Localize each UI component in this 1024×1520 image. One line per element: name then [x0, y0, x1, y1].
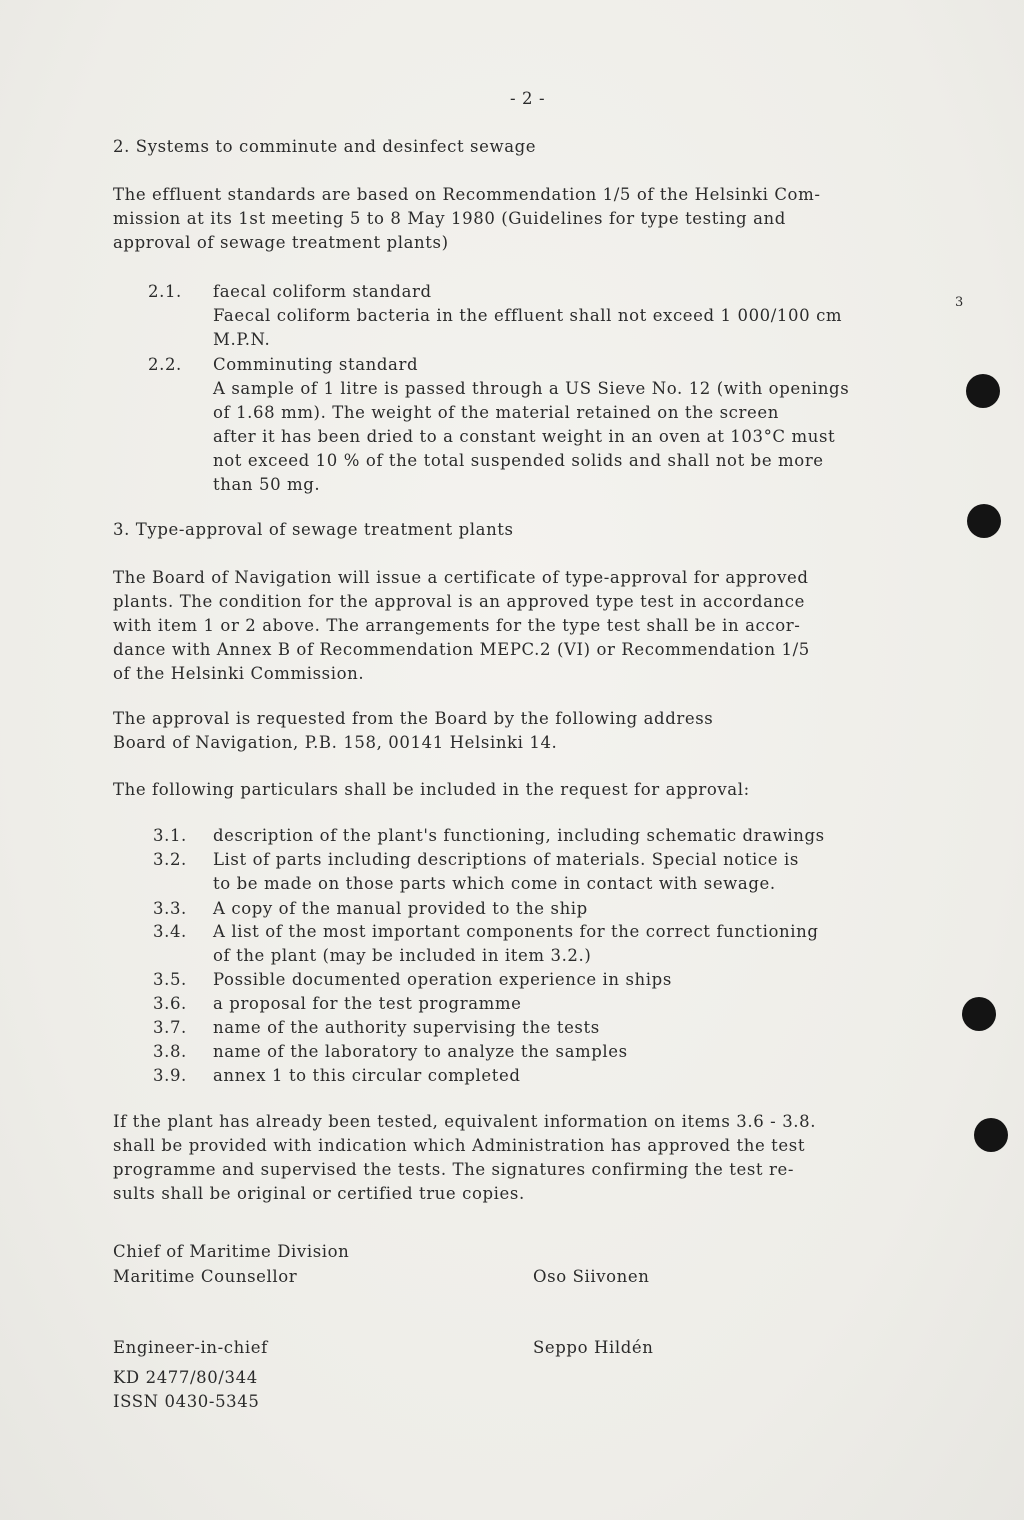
list-item: List of parts including descriptions of materials. Special notice is	[213, 850, 799, 869]
para-line: plants. The condition for the approval is an approved type test in accordance	[113, 592, 805, 611]
para-line: The Board of Navigation will issue a certificate of type-approval for approved	[113, 568, 809, 587]
punch-hole	[966, 374, 1000, 408]
list-item: of the plant (may be included in item 3.2.)	[213, 946, 592, 965]
list-item: annex 1 to this circular completed	[213, 1066, 521, 1085]
list-item: name of the laboratory to analyze the samples	[213, 1042, 628, 1061]
list-number: 3.3.	[153, 899, 187, 918]
item-number: 2.2.	[148, 355, 182, 374]
punch-hole	[962, 997, 996, 1031]
para-line: shall be provided with indication which Administration has approved the test	[113, 1136, 806, 1155]
punch-hole	[974, 1118, 1008, 1152]
item-text: A sample of 1 litre is passed through a US Sieve No. 12 (with openings	[213, 379, 850, 398]
list-item: A list of the most important components for the correct functioning	[213, 922, 819, 941]
list-number: 3.1.	[153, 826, 187, 845]
list-number: 3.6.	[153, 994, 187, 1013]
page-number: - 2 -	[510, 89, 546, 108]
list-number: 3.4.	[153, 922, 187, 941]
list-number: 3.2.	[153, 850, 187, 869]
intro-line: mission at its 1st meeting 5 to 8 May 1980 (Guidelines for type testing and	[113, 209, 786, 228]
para-line: with item 1 or 2 above. The arrangements for the type test shall be in accor-	[113, 616, 801, 635]
item-text: after it has been dried to a constant weight in an oven at 103°C must	[213, 427, 836, 446]
para-line: programme and supervised the tests. The signatures confirming the test re-	[113, 1160, 795, 1179]
list-number: 3.9.	[153, 1066, 187, 1085]
list-number: 3.8.	[153, 1042, 187, 1061]
punch-hole	[967, 504, 1001, 538]
signatory-title: Chief of Maritime Division	[113, 1242, 350, 1261]
item-number: 2.1.	[148, 282, 182, 301]
issn-number: ISSN 0430-5345	[113, 1392, 260, 1411]
para-line: The approval is requested from the Board by the following address	[113, 709, 714, 728]
item-text: than 50 mg.	[213, 475, 321, 494]
signatory-name: Oso Siivonen	[533, 1267, 650, 1286]
para-line: If the plant has already been tested, equivalent information on items 3.6 - 3.8.	[113, 1112, 817, 1131]
item-title: Comminuting standard	[213, 355, 419, 374]
list-item: a proposal for the test programme	[213, 994, 522, 1013]
para-line: dance with Annex B of Recommendation MEPC.2 (VI) or Recommendation 1/5	[113, 640, 810, 659]
item-text: not exceed 10 % of the total suspended solids and shall not be more	[213, 451, 824, 470]
item-text: M.P.N.	[213, 330, 271, 349]
item-text: Faecal coliform bacteria in the effluent shall not exceed 1 000/100 cm	[213, 306, 843, 325]
list-item: to be made on those parts which come in contact with sewage.	[213, 874, 776, 893]
list-item: name of the authority supervising the tests	[213, 1018, 600, 1037]
reference-number: KD 2477/80/344	[113, 1368, 258, 1387]
list-number: 3.5.	[153, 970, 187, 989]
section-2-heading: 2. Systems to comminute and desinfect sewage	[113, 137, 537, 156]
section-3-heading: 3. Type-approval of sewage treatment plants	[113, 520, 514, 539]
list-item: Possible documented operation experience in ships	[213, 970, 672, 989]
item-text: of 1.68 mm). The weight of the material retained on the screen	[213, 403, 779, 422]
para-line: of the Helsinki Commission.	[113, 664, 365, 683]
intro-line: The effluent standards are based on Recommendation 1/5 of the Helsinki Com-	[113, 185, 821, 204]
list-number: 3.7.	[153, 1018, 187, 1037]
board-address: Board of Navigation, P.B. 158, 00141 Helsinki 14.	[113, 733, 558, 752]
para-line: sults shall be original or certified true copies.	[113, 1184, 525, 1203]
section-3-para-3: The following particulars shall be included in the request for approval:	[113, 780, 750, 799]
signatory-title: Maritime Counsellor	[113, 1267, 298, 1286]
superscript-3: 3	[955, 295, 964, 310]
signatory-name: Seppo Hildén	[533, 1338, 654, 1357]
item-title: faecal coliform standard	[213, 282, 432, 301]
list-item: description of the plant's functioning, including schematic drawings	[213, 826, 825, 845]
list-item: A copy of the manual provided to the ship	[213, 899, 588, 918]
intro-line: approval of sewage treatment plants)	[113, 233, 449, 252]
signatory-title: Engineer-in-chief	[113, 1338, 268, 1357]
